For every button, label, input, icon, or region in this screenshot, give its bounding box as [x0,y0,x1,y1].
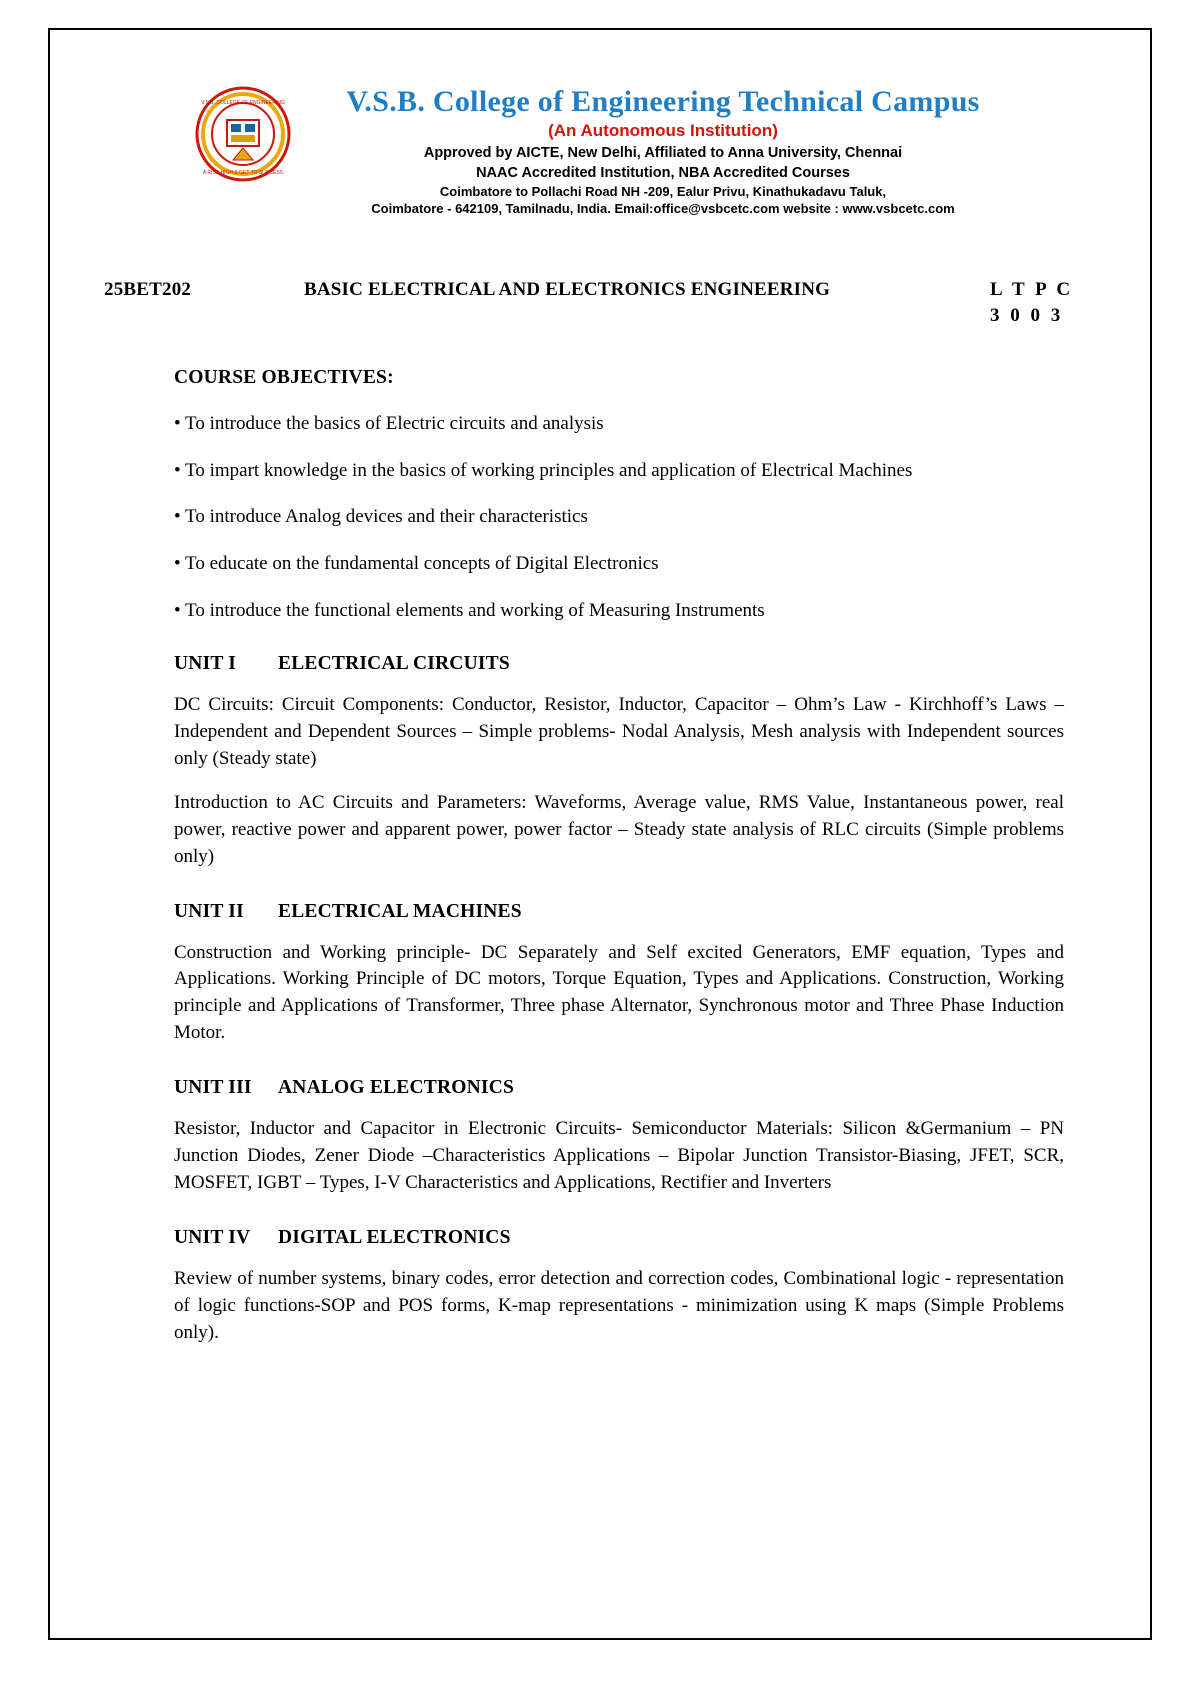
course-code: 25BET202 [104,278,192,300]
objective-item: • To introduce the basics of Electric circuits and analysis [174,412,604,434]
college-name: V.S.B. College of Engineering Technical Campus [346,85,980,118]
unit-paragraph: Construction and Working principle- DC Separately and Self excited Generators, EMF equation, Types and Applications. Working Principle of DC motors, Torque Equation, Types and Applications. Construction, Working principle and Applications of Transformer, Three phase Alternator, Synchronous motor and Three Phase Induction Motor. [174,941,1064,1044]
objective-item: • To impart knowledge in the basics of working principles and application of Electrical Machines [174,459,913,481]
unit-heading [174,1077,1064,1099]
document-body [90,367,1110,1347]
unit-paragraph: DC Circuits: Circuit Components: Conductor, Resistor, Inductor, Capacitor – Ohm’s Law - Kirchhoff’s Laws –Independent and Dependent Sources – Simple problems- Nodal Analysis, Mesh analysis with Independent sources only (Steady state) [174,693,1064,769]
objective-item: • To educate on the fundamental concepts of Digital Electronics [174,553,659,575]
unit-number: UNIT III [174,1077,252,1099]
unit-paragraph: Resistor, Inductor and Capacitor in Electronic Circuits- Semiconductor Materials: Silicon &Germanium – PN Junction Diodes, Zener Diode –Characteristics Applications – Bipolar Junction Transistor-Biasing, JFET, SCR, MOSFET, IGBT – Types, I-V Characteristics and Applications, Rectifier and Inverters [174,1118,1064,1194]
accreditation-line: NAAC Accredited Institution, NBA Accredited Courses [476,164,850,181]
unit-title: ANALOG ELECTRONICS [278,1077,515,1099]
address-line-2: Coimbatore - 642109, Tamilnadu, India. Email:office@vsbcetc.com website : www.vsbcetc.com [371,200,955,216]
objective-item: • To introduce Analog devices and their characteristics [174,506,588,528]
course-header [90,279,1110,327]
unit-title: DIGITAL ELECTRONICS [278,1227,511,1249]
unit-number: UNIT I [174,652,237,674]
document-page [48,28,1152,1640]
objective-item: • To introduce the functional elements and working of Measuring Instruments [174,599,765,621]
unit-title: ELECTRICAL MACHINES [278,900,522,922]
unit-heading [174,653,1064,675]
approval-line: Approved by AICTE, New Delhi, Affiliated to Anna University, Chennai [423,145,903,162]
unit-heading [174,1227,1064,1249]
address-line-1: Coimbatore to Pollachi Road NH -209, Ealur Privu, Kinathukadavu Taluk, [439,183,887,199]
unit-paragraph: Review of number systems, binary codes, error detection and correction codes, Combinational logic - representation of logic functions-SOP and POS forms, K-map representations - minimization using K maps (Simple Problems only). [174,1268,1064,1344]
course-title: BASIC ELECTRICAL AND ELECTRONICS ENGINEERING [304,278,831,300]
autonomous-tag: (An Autonomous Institution) [548,121,778,141]
college-crest-logo [187,82,299,190]
svg-text:V.S.B. COLLEGE OF ENGINEERING: V.S.B. COLLEGE OF ENGINEERING [201,100,285,106]
ltpc-block [976,279,1110,327]
unit-number: UNIT II [174,900,244,922]
letterhead [90,60,1110,217]
unit-paragraph: Introduction to AC Circuits and Parameters: Waveforms, Average value, RMS Value, Instantaneous power, real power, reactive power and apparent power, power factor – Steady state analysis of RLC circuits (Simple problems only) [174,791,1064,867]
course-objectives-heading: COURSE OBJECTIVES: [174,366,394,388]
svg-text:A RISE HIGH & GET TO SUCCESS: A RISE HIGH & GET TO SUCCESS [202,170,284,176]
ltpc-values: 3 0 0 3 [990,304,1064,326]
unit-title: ELECTRICAL CIRCUITS [278,652,510,674]
unit-number: UNIT IV [174,1227,251,1249]
ltpc-header: L T P C [990,278,1074,300]
unit-heading [174,901,1064,923]
